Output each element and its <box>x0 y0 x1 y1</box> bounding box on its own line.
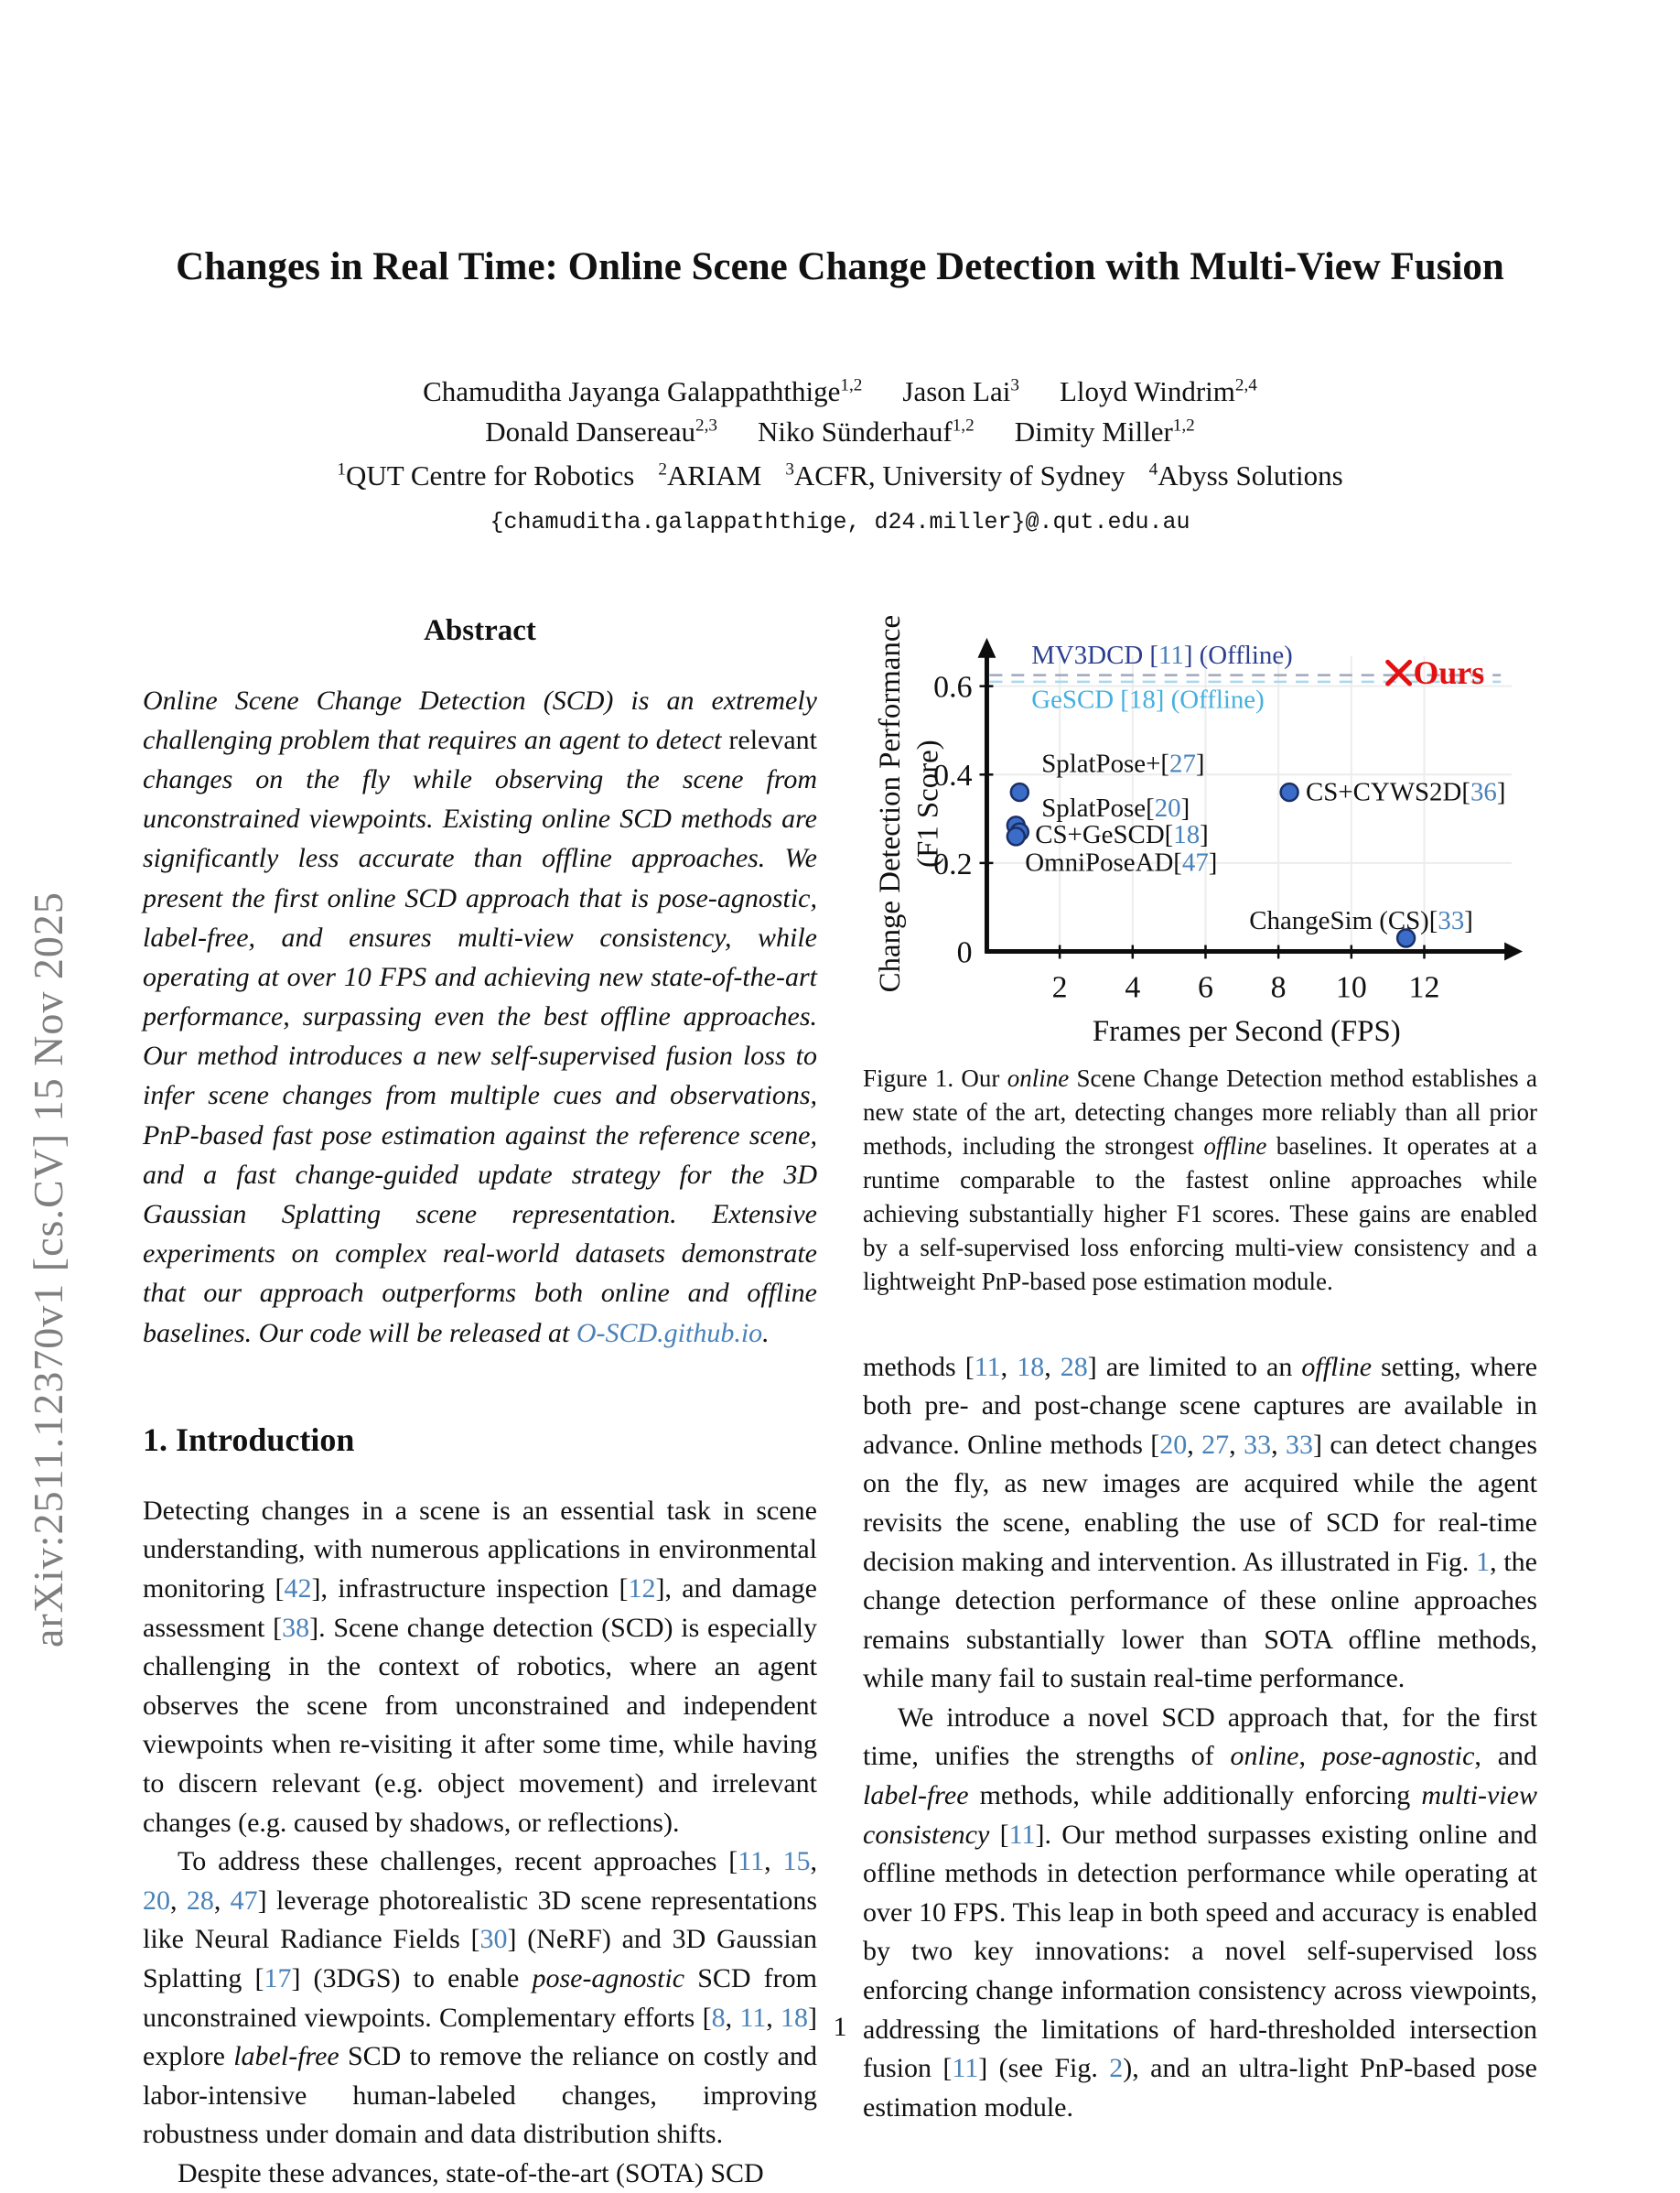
citation[interactable]: 11 <box>738 1846 765 1877</box>
text-segment: label-free <box>863 1780 969 1811</box>
text-segment: , and <box>1474 1741 1538 1772</box>
citation[interactable]: 30 <box>479 1924 508 1955</box>
data-point-label-splatpose: SplatPose[20] <box>1041 793 1190 823</box>
citation[interactable]: 15 <box>782 1846 811 1877</box>
citation[interactable]: 33 <box>1285 1429 1313 1460</box>
text-segment: Jason Lai <box>902 374 1011 407</box>
right-paragraph-2 <box>863 1699 1537 2128</box>
text-segment: pose-agnostic <box>532 1962 685 1993</box>
text-segment: , <box>213 1885 231 1916</box>
x-tick-label: 6 <box>1198 969 1213 1004</box>
text-segment: , <box>1044 1351 1061 1382</box>
x-tick-label: 12 <box>1408 969 1440 1004</box>
ref-line-label-gescd: GeSCD [18] (Offline) <box>1031 685 1265 715</box>
citation[interactable]: 20 <box>1159 1429 1188 1460</box>
text-segment: ] (3DGS) to enable <box>291 1962 533 1993</box>
superscript: 2 <box>658 459 667 480</box>
text-segment: offline <box>1203 1131 1267 1160</box>
text-segment: setting, where both pre- and post-change scene captures are available in advance. Online methods [ <box>863 1351 1538 1460</box>
two-column-body <box>143 614 1537 2193</box>
page-number: 1 <box>833 2012 847 2042</box>
text-segment: , <box>764 1846 783 1877</box>
text-segment: , <box>1298 1741 1322 1772</box>
text-segment: ] leverage photorealistic 3D scene representations like Neural Radiance Fields [ <box>143 1885 818 1955</box>
text-segment: online <box>1230 1741 1299 1772</box>
text-segment: ] (NeRF) and 3D Gaussian Splatting [ <box>143 1924 817 1993</box>
text-segment: Despite these advances, state-of-the-art (SOTA) SCD <box>178 2157 764 2188</box>
citation[interactable]: 27 <box>1201 1429 1230 1460</box>
figure1-caption <box>863 1062 1537 1299</box>
text-segment: , <box>1000 1351 1018 1382</box>
text-segment: offline <box>1301 1351 1373 1382</box>
superscript: 3 <box>1010 375 1019 395</box>
x-tick-label: 2 <box>1051 969 1068 1004</box>
superscript: 1,2 <box>952 416 975 436</box>
text-segment: Figure 1. Our <box>863 1064 1007 1092</box>
superscript: 1,2 <box>1172 416 1195 436</box>
text-segment: SCD to remove the reliance on costly and labor-intensive human-labeled changes, improving robustness under domain and data distribution shifts. <box>143 2041 817 2150</box>
text-segment: QUT Centre for Robotics <box>345 459 635 492</box>
text-segment: methods [ <box>863 1351 975 1382</box>
citation[interactable]: 28 <box>186 1885 214 1916</box>
text-segment: Detecting changes in a scene is an essential task in scene understanding, with numerous applications in environmental monitoring [ <box>143 1495 817 1604</box>
citation[interactable]: 1 <box>1476 1546 1491 1577</box>
y-axis-arrow <box>977 637 996 657</box>
text-segment: baselines. It operates at a runtime comparable to the fastest online approaches while achieving substantially higher F1 scores. These gains are enabled by a self-supervised loss enforcing multi-view consistency and a lightweight PnP-based pose estimation module. <box>863 1131 1537 1295</box>
text-segment: , <box>1229 1429 1244 1460</box>
intro-paragraph-2 <box>143 1842 817 2155</box>
text-segment: To address these challenges, recent approaches [ <box>178 1846 738 1877</box>
text-segment: ), and an ultra-light PnP-based pose estimation module. <box>863 2053 1537 2123</box>
text-segment: ], and damage assessment [ <box>143 1572 817 1643</box>
section-heading-introduction: 1. Introduction <box>143 1421 355 1458</box>
x-axis-arrow <box>1504 942 1523 960</box>
text-segment: Donald Dansereau <box>485 415 696 448</box>
text-segment: Lloyd Windrim <box>1059 374 1235 407</box>
citation[interactable]: 18 <box>781 2002 809 2033</box>
citation[interactable]: 8 <box>711 2002 726 2033</box>
citation[interactable]: 28 <box>1060 1351 1088 1382</box>
intro-paragraph-3 <box>143 2155 817 2193</box>
text-segment: ]. Our method surpasses existing online and offline methods in detection performance while operating at over 10 FPS. This leap in both speed and accuracy is enabled by two key innovations: a novel self-supervised loss enforcing change information consistency across viewpoints, addressing the limitations of hard-thresholded intersection fusion [ <box>863 1819 1537 2084</box>
citation[interactable]: 38 <box>282 1612 310 1643</box>
citation[interactable]: 11 <box>952 2053 979 2084</box>
text-segment: We introduce a novel SCD approach that, for the first time, unifies the strengths of <box>863 1701 1537 1772</box>
citation[interactable]: 47 <box>230 1885 258 1916</box>
text-segment: ACFR, University of Sydney <box>793 459 1125 492</box>
text-segment: , <box>810 1846 818 1877</box>
superscript: 1,2 <box>840 375 863 395</box>
text-segment: , <box>170 1885 187 1916</box>
y-tick-label: 0.6 <box>933 670 973 705</box>
citation[interactable]: 11 <box>739 2002 767 2033</box>
citation[interactable]: 20 <box>143 1885 170 1916</box>
text-segment: relevant <box>728 724 817 755</box>
ref-line-label-mv3dcd: MV3DCD [11] (Offline) <box>1031 640 1293 670</box>
y-axis-title: (F1 Score) <box>911 739 945 868</box>
data-point-label-cs-cyws2d: CS+CYWS2D[36] <box>1306 777 1506 807</box>
text-segment: SCD from unconstrained viewpoints. Complementary efforts [ <box>143 1962 817 2033</box>
citation[interactable]: 11 <box>974 1351 1001 1382</box>
text-segment: , the change detection performance of these online approaches remains substantially lower than SOTA offline methods, while many fail to sustain real-time performance. <box>863 1546 1537 1694</box>
text-segment: Online Scene Change Detection (SCD) is an extremely challenging problem that requires an agent to detect <box>143 685 817 755</box>
y-tick-label: 0.4 <box>933 758 973 793</box>
data-point-label-cs-gescd: CS+GeSCD[18] <box>1035 819 1209 849</box>
arxiv-sidebar-label: arXiv:2511.12370v1 [cs.CV] 15 Nov 2025 <box>25 891 71 1647</box>
x-tick-label: 10 <box>1335 969 1367 1004</box>
text-segment: online <box>1007 1064 1070 1092</box>
left-column <box>143 614 817 2193</box>
text-segment: changes on the fly while observing the scene from unconstrained viewpoints. Existing online SCD methods are significantly less accurate than offline approaches. We present the first online SCD approach that is pose-agnostic, label-free, and ensures multi-view consistency, while operating at over 10 FPS and achieving new state-of-the-art performance, surpassing even the best offline approaches. Our method introduces a new self-supervised fusion loss to infer scene changes from multiple cues and observations, PnP-based fast pose estimation against the reference scene, and a fast change-guided update strategy for the 3D Gaussian Splatting scene representation. Extensive experiments on complex real-world datasets demonstrate that our approach outperforms both online and offline baselines. Our code will be released at <box>143 763 817 1348</box>
superscript: 3 <box>785 459 794 480</box>
right-column <box>863 614 1537 2193</box>
text-segment: , <box>1187 1429 1202 1460</box>
citation[interactable]: 33 <box>1244 1429 1272 1460</box>
text-segment: multi-view consistency <box>863 1780 1537 1850</box>
text-segment: ], infrastructure inspection [ <box>311 1572 629 1604</box>
y-axis-title: Change Detection Performance <box>873 614 907 992</box>
superscript: 4 <box>1148 459 1158 480</box>
figure1-scatter-chart <box>863 614 1537 1054</box>
text-segment: ] can detect changes on the fly, as new images are acquired while the agent revisits the scene, enabling the use of SCD for real-time decision making and intervention. As illustrated in Fig. <box>863 1429 1538 1577</box>
citation[interactable]: 2 <box>1109 2053 1124 2084</box>
affiliations-line <box>143 459 1537 492</box>
citation[interactable]: 12 <box>628 1572 656 1604</box>
citation[interactable]: 17 <box>264 1962 292 1993</box>
data-point-label-splatpose-plus: SplatPose+[27] <box>1041 749 1205 779</box>
intro-paragraph-1 <box>143 1492 817 1842</box>
text-segment: Chamuditha Jayanga Galappaththige <box>423 374 841 407</box>
email-line: {chamuditha.galappaththige, d24.miller}@.qut.edu.au <box>490 508 1190 535</box>
abstract-heading: Abstract <box>424 613 536 647</box>
citation[interactable]: 18 <box>1017 1351 1045 1382</box>
text-segment: ] explore <box>143 2002 818 2072</box>
text-segment: [ <box>989 1819 1009 1850</box>
x-axis-title: Frames per Second (FPS) <box>1092 1014 1401 1048</box>
authors-line-2 <box>143 416 1537 448</box>
text-segment: Abyss Solutions <box>1158 459 1343 492</box>
text-segment: , <box>766 2002 781 2033</box>
ours-label: Ours <box>1413 654 1485 691</box>
data-point-cs-cyws2d <box>1281 783 1298 801</box>
data-point-omniposead <box>1007 827 1025 845</box>
text-segment: label-free <box>233 2041 339 2072</box>
x-tick-label: 8 <box>1270 969 1287 1004</box>
data-point-label-changesim: ChangeSim (CS)[33] <box>1249 905 1473 935</box>
text-segment: Scene Change Detection method establishes a new state of the art, detecting changes more reliably than all prior methods, including the strongest <box>863 1064 1537 1160</box>
right-paragraph-1 <box>863 1348 1537 1699</box>
text-segment: ]. Scene change detection (SCD) is especially challenging in the context of robotics, where an agent observes the scene from unconstrained and independent viewpoints when re-visiting it after some time, while having to discern relevant (e.g. object movement) and irrelevant changes (e.g. caused by shadows, or reflections). <box>143 1612 817 1838</box>
superscript: 2,3 <box>695 416 718 436</box>
text-segment: ] are limited to an <box>1087 1351 1302 1382</box>
superscript: 2,4 <box>1234 375 1257 395</box>
text-segment: ARIAM <box>666 459 762 492</box>
abstract-text <box>143 681 817 1353</box>
y-tick-label: 0 <box>956 935 973 970</box>
citation[interactable]: 11 <box>1008 1819 1036 1850</box>
citation[interactable]: 42 <box>284 1572 312 1604</box>
paper-title: Changes in Real Time: Online Scene Change Detection with Multi-View Fusion <box>176 245 1504 288</box>
authors-line-1 <box>143 375 1537 408</box>
text-segment: , <box>1271 1429 1286 1460</box>
text-segment: ] (see Fig. <box>978 2053 1110 2084</box>
text-segment: pose-agnostic <box>1321 1741 1475 1772</box>
text-segment: . <box>762 1317 770 1348</box>
y-tick-label: 0.2 <box>933 847 973 881</box>
x-tick-label: 4 <box>1125 969 1141 1004</box>
text-segment: methods, while additionally enforcing <box>968 1780 1422 1811</box>
code-link[interactable]: O-SCD.github.io <box>576 1317 763 1348</box>
data-point-label-omniposead: OmniPoseAD[47] <box>1025 848 1218 878</box>
text-segment: , <box>725 2002 740 2033</box>
text-segment: Dimity Miller <box>1014 415 1173 448</box>
text-segment: Niko Sünderhauf <box>758 415 953 448</box>
superscript: 1 <box>337 459 346 480</box>
data-point-splatpose-plus <box>1011 783 1028 801</box>
